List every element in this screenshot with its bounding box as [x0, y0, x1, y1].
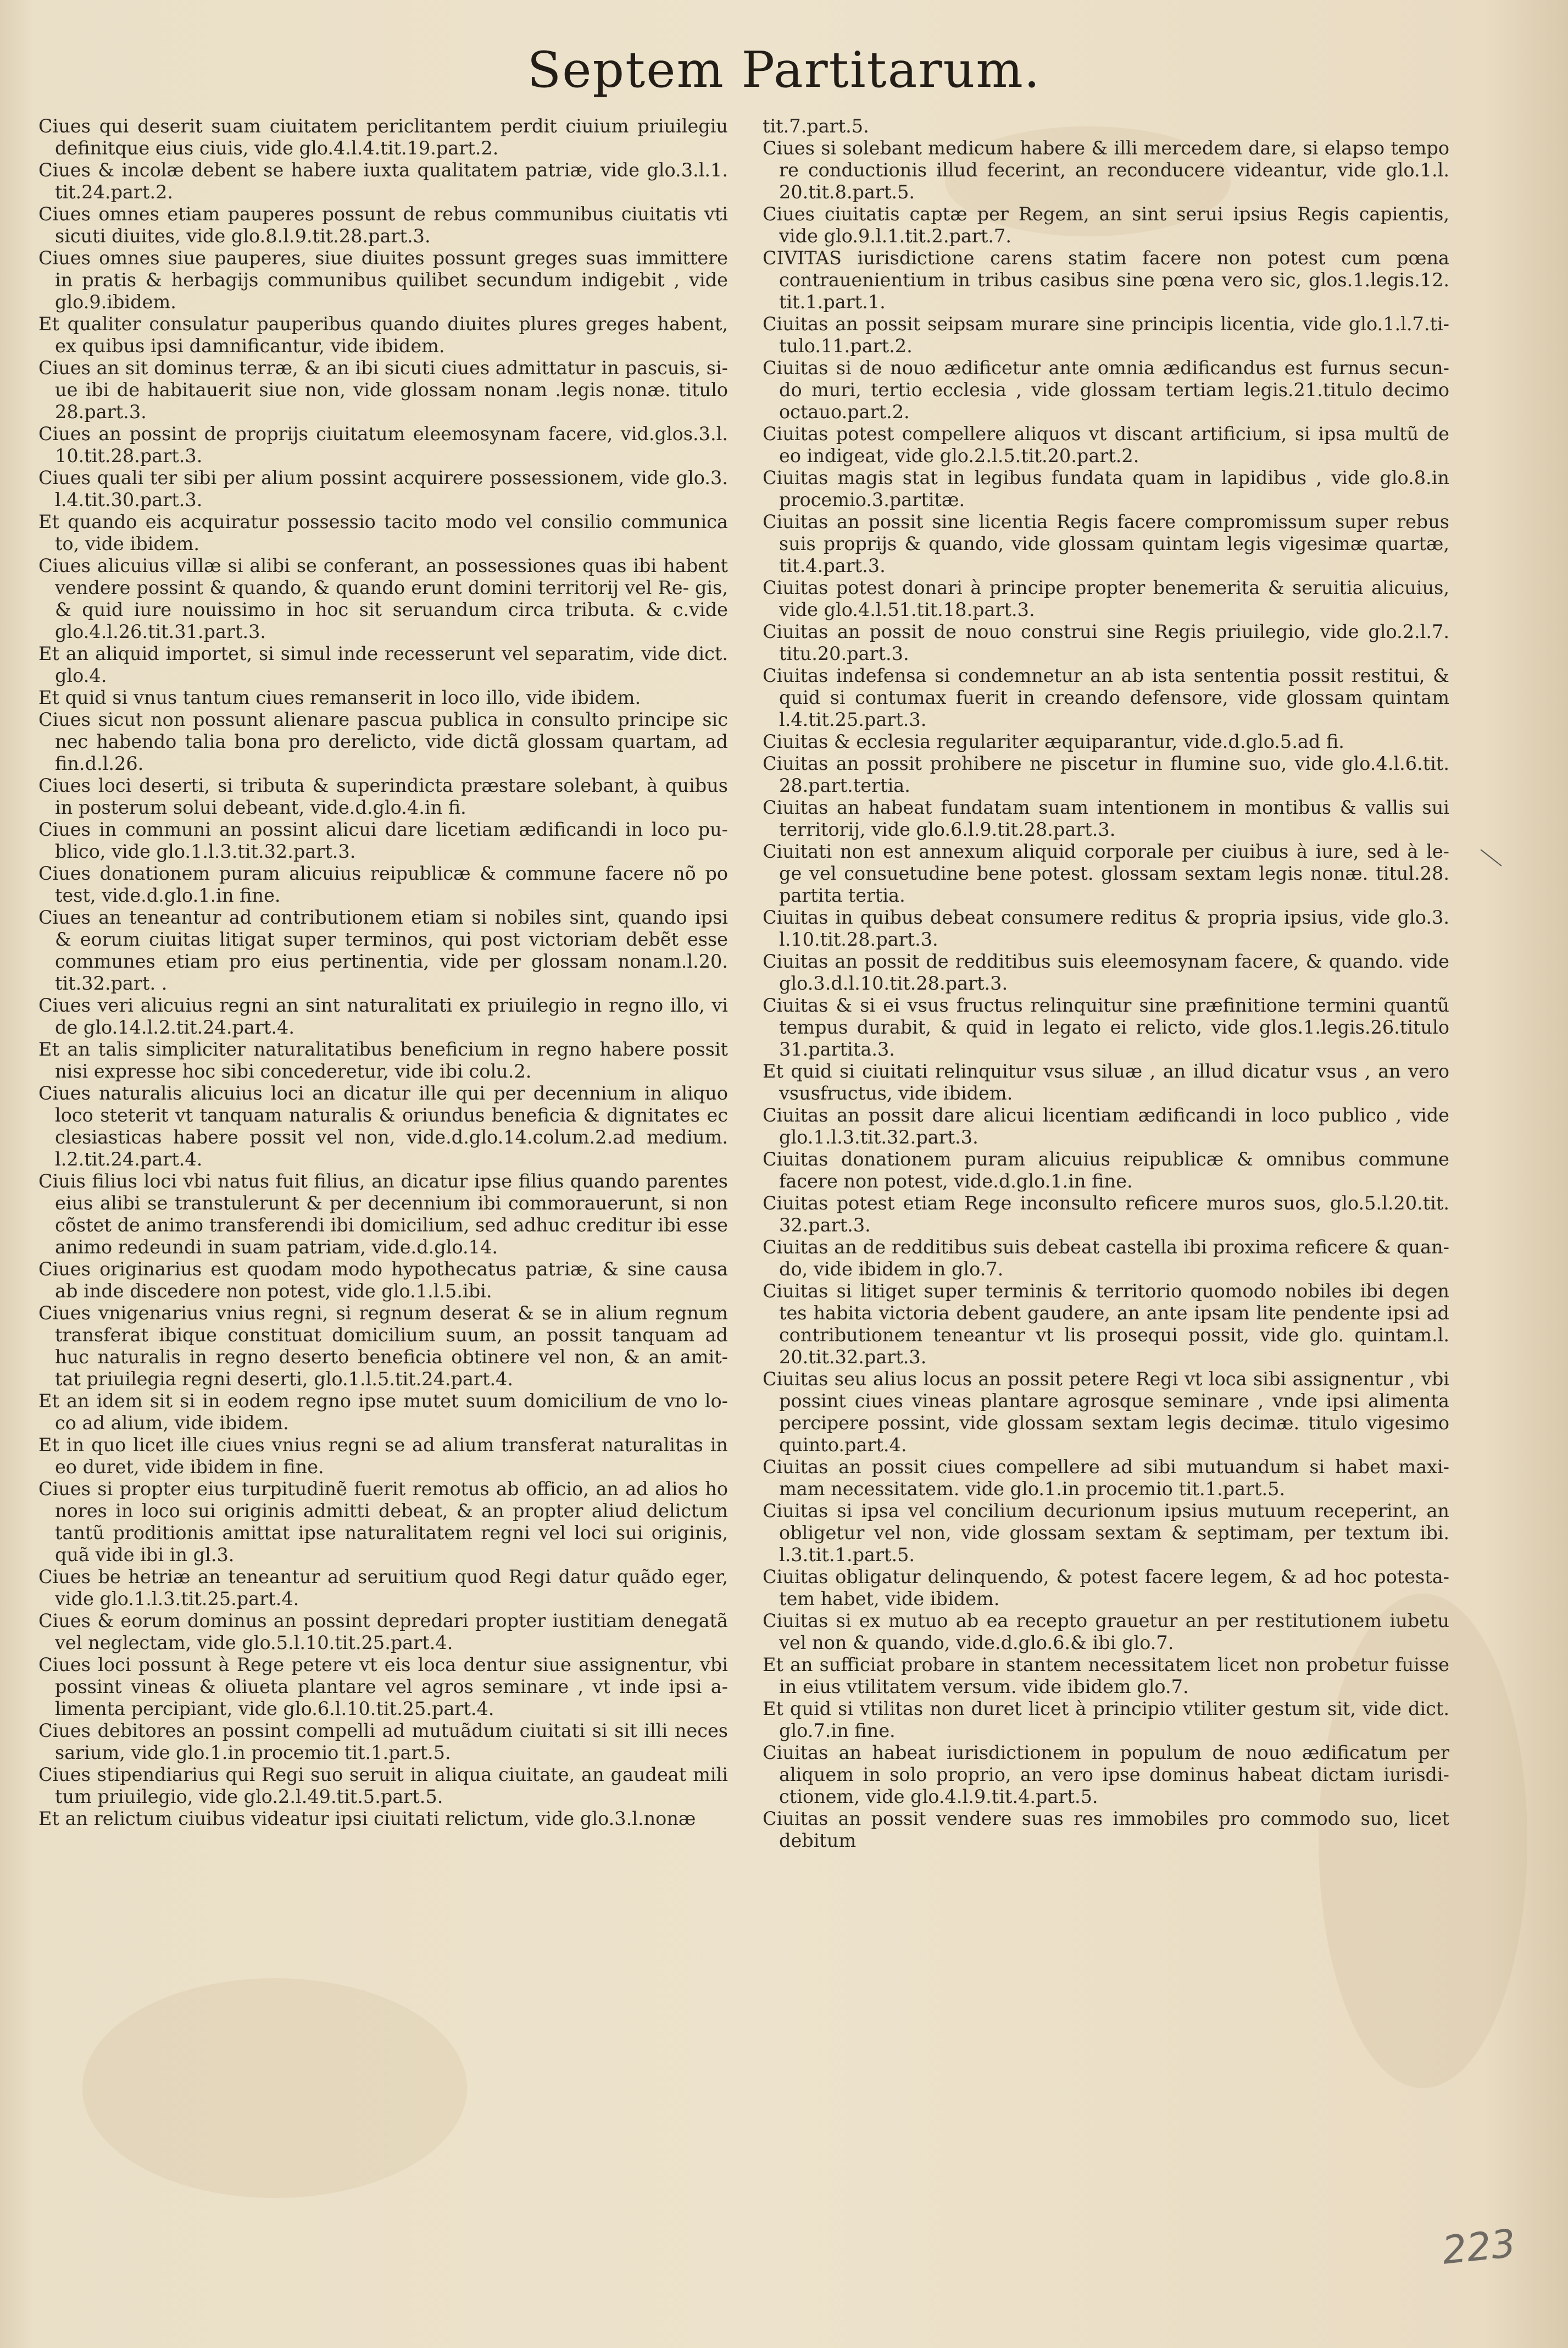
- index-entry: Ciuitas an possit de redditibus suis eleemosynam facere, & quando. vide glo.3.d.l.10.tit.28.part.3.: [763, 951, 1449, 994]
- index-entry: Et quid si vnus tantum ciues remanserit in loco illo, vide ibidem.: [38, 687, 641, 708]
- index-entry: Ciues qui deserit suam ciuitatem periclitantem perdit ciuium priuilegiu definitque eius ciuis, vide glo.4.l.4.tit.19.part.2.: [38, 115, 728, 159]
- index-entry: Ciues omnes etiam pauperes possunt de rebus communibus ciuitatis vti sicuti diuites, vide glo.8.l.9.tit.28.part.3.: [38, 203, 728, 247]
- index-entry: Ciues an possint de proprijs ciuitatum eleemosynam facere, vid.glos.3.l. 10.tit.28.part.3.: [38, 423, 728, 467]
- index-entry: Ciues sicut non possunt alienare pascua publica in consulto principe sic nec habendo talia bona pro derelicto, vide dictã glossam quartam, ad fin.d.l.26.: [38, 709, 728, 774]
- index-entry: Ciuitas an possit vendere suas res immobiles pro commodo suo, licet debitum: [763, 1808, 1449, 1851]
- index-entry: Ciuitas an habeat fundatam suam intentionem in montibus & vallis sui territorij, vide glo.6.l.9.tit.28.part.3.: [763, 797, 1449, 840]
- index-entry: Ciuitas si litiget super terminis & territorio quomodo nobiles ibi degen tes habita victoria debent gaudere, an ante ipsam lite pendente ipsi ad contributionem teneantur vt lis prosequi possit, vide glo. quintam.l. 20.tit.32.part.3.: [763, 1280, 1449, 1368]
- index-entry: Ciuitas potest donari à principe propter benemerita & seruitia alicuius, vide glo.4.l.51.tit.18.part.3.: [763, 577, 1449, 620]
- index-entry: Ciuitas in quibus debeat consumere reditus & propria ipsius, vide glo.3. l.10.tit.28.part.3.: [763, 907, 1449, 950]
- index-entry: Ciuitas magis stat in legibus fundata quam in lapidibus , vide glo.8.in procemio.3.partitæ.: [763, 467, 1449, 510]
- index-entry: Ciues omnes siue pauperes, siue diuites possunt greges suas immittere in pratis & herbagijs communibus quilibet secundum indigebit , vide glo.9.ibidem.: [38, 247, 728, 313]
- index-entry: Ciuitas & si ei vsus fructus relinquitur sine præfinitione termini quantũ tempus durabit, & quid in legato ei relicto, vide glos.1.legis.26.titulo 31.partita.3.: [763, 995, 1449, 1060]
- index-entry: Et an relictum ciuibus videatur ipsi ciuitati relictum, vide glo.3.l.nonæ: [38, 1808, 696, 1829]
- index-entry: Et qualiter consulatur pauperibus quando diuites plures greges habent, ex quibus ipsi damnificantur, vide ibidem.: [38, 313, 728, 357]
- index-entry: Ciues be hetriæ an teneantur ad seruitium quod Regi datur quãdo eger, vide glo.1.l.3.tit.25.part.4.: [38, 1566, 728, 1609]
- index-entry: Ciues ciuitatis captæ per Regem, an sint serui ipsius Regis capientis, vide glo.9.l.1.tit.2.part.7.: [763, 203, 1449, 247]
- index-entry: Ciues vnigenarius vnius regni, si regnum deserat & se in alium regnum transferat ibique constituat domicilium suum, an possit tanquam ad huc naturalis in regno deserto beneficia obtinere vel non, & an amit- tat priuilegia regni deserti, glo.1.l.5.tit.24.part.4.: [38, 1302, 728, 1390]
- index-entry: Et an idem sit si in eodem regno ipse mutet suum domicilium de vno lo- co ad alium, vide ibidem.: [38, 1390, 728, 1434]
- index-entry: Ciues quali ter sibi per alium possint acquirere possessionem, vide glo.3. l.4.tit.30.part.3.: [38, 467, 728, 510]
- index-entry: Et an sufficiat probare in stantem necessitatem licet non probetur fuisse in eius vtilitatem versum. vide ibidem glo.7.: [763, 1654, 1449, 1697]
- index-entry: Ciuitas an possit dare alicui licentiam ædificandi in loco publico , vide glo.1.l.3.tit.32.part.3.: [763, 1104, 1449, 1148]
- index-entry: Et an aliquid importet, si simul inde recesserunt vel separatim, vide dict. glo.4.: [38, 643, 728, 686]
- page-number: 223: [1440, 2221, 1518, 2273]
- index-entry: Ciuitas obligatur delinquendo, & potest facere legem, & ad hoc potesta- tem habet, vide ibidem.: [763, 1566, 1449, 1609]
- page-title: Septem Partitarum.: [527, 41, 1041, 99]
- index-entry: Et quid si vtilitas non duret licet à principio vtiliter gestum sit, vide dict. glo.7.in fine.: [763, 1698, 1449, 1741]
- index-entry: Ciuitas potest compellere aliquos vt discant artificium, si ipsa multũ de eo indigeat, vide glo.2.l.5.tit.20.part.2.: [763, 423, 1449, 467]
- index-entry: Ciues si solebant medicum habere & illi mercedem dare, si elapso tempo re conductionis illud fecerint, an reconducere videantur, vide glo.1.l. 20.tit.8.part.5.: [763, 137, 1449, 203]
- paper-stain: [82, 1978, 467, 2198]
- index-entry: Ciues an teneantur ad contributionem etiam si nobiles sint, quando ipsi & eorum ciuitas litigat super terminos, qui post victoriam debẽt esse communes etiam pro eius pertinentia, vide per glossam nonam.l.20. tit.32.part. .: [38, 907, 728, 994]
- index-entry: Ciuitas an de redditibus suis debeat castella ibi proxima reficere & quan- do, vide ibidem in glo.7.: [763, 1236, 1449, 1280]
- index-entry: Ciues & eorum dominus an possint depredari propter iustitiam denegatã vel neglectam, vide glo.5.l.10.tit.25.part.4.: [38, 1610, 728, 1653]
- index-entry: Ciues debitores an possint compelli ad mutuãdum ciuitati si sit illi neces sarium, vide glo.1.in procemio tit.1.part.5.: [38, 1720, 728, 1763]
- index-entry: Ciuitas si de nouo ædificetur ante omnia ædificandus est furnus secun- do muri, tertio ecclesia , vide glossam tertiam legis.21.titulo decimo octauo.part.2.: [763, 357, 1449, 423]
- index-entry: CIVITAS iurisdictione carens statim facere non potest cum pœna contrauenientium in tribus casibus sine pœna vero sic, glos.1.legis.12. tit.1.part.1.: [763, 247, 1449, 313]
- index-entry: Et quando eis acquiratur possessio tacito modo vel consilio communica to, vide ibidem.: [38, 511, 728, 554]
- index-entry: Ciuis filius loci vbi natus fuit filius, an dicatur ipse filius quando parentes eius alibi se transtulerunt & per decennium ibi commorauerunt, si non cõstet de animo transferendi ibi domicilium, sed adhuc creditur ibi esse animo redeundi in suam patriam, vide.d.glo.14.: [38, 1170, 728, 1258]
- index-entry: Ciuitas indefensa si condemnetur an ab ista sententia possit restitui, & quid si contumax fuerit in creando defensore, vide glossam quintam l.4.tit.25.part.3.: [763, 665, 1449, 730]
- index-entry: Ciuitas si ex mutuo ab ea recepto grauetur an per restitutionem iubetu vel non & quando, vide.d.glo.6.& ibi glo.7.: [763, 1610, 1449, 1653]
- index-entry: Ciuitas an possit ciues compellere ad sibi mutuandum si habet maxi- mam necessitatem. vide glo.1.in procemio tit.1.part.5.: [763, 1456, 1449, 1500]
- index-entry: Ciuitas an possit seipsam murare sine principis licentia, vide glo.1.l.7.ti- tulo.11.part.2.: [763, 313, 1449, 357]
- index-entry: Ciues naturalis alicuius loci an dicatur ille qui per decennium in aliquo loco steterit vt tanquam naturalis & oriundus beneficia & dignitates ec clesiasticas habere possit vel non, vide.d.glo.14.colum.2.ad medium. l.2.tit.24.part.4.: [38, 1083, 728, 1170]
- index-column-left: [38, 115, 728, 1830]
- index-entry: Ciues donationem puram alicuius reipublicæ & commune facere nõ po test, vide.d.glo.1.in fine.: [38, 863, 728, 906]
- index-entry: Ciues originarius est quodam modo hypothecatus patriæ, & sine causa ab inde discedere non potest, vide glo.1.l.5.ibi.: [38, 1258, 728, 1302]
- index-entry: Ciues si propter eius turpitudinẽ fuerit remotus ab officio, an ad alios ho nores in loco sui originis admitti debeat, & an propter aliud delictum tantũ proditionis amittat ipse naturalitatem regni vel loci sui originis, quã vide ibi in gl.3.: [38, 1478, 728, 1566]
- index-entry: Ciues stipendiarius qui Regi suo seruit in aliqua ciuitate, an gaudeat mili tum priuilegio, vide glo.2.l.49.tit.5.part.5.: [38, 1764, 728, 1807]
- index-entry: Ciuitas si ipsa vel concilium decurionum ipsius mutuum receperint, an obligetur vel non, vide glossam sextam & septimam, per textum ibi. l.3.tit.1.part.5.: [763, 1500, 1449, 1566]
- index-entry: Ciues in communi an possint alicui dare licetiam ædificandi in loco pu- blico, vide glo.1.l.3.tit.32.part.3.: [38, 819, 728, 862]
- index-entry: Ciues loci possunt à Rege petere vt eis loca dentur siue assignentur, vbi possint vineas & oliueta plantare vel agros seminare , vt inde ipsi a- limenta percipiant, vide glo.6.l.10.tit.25.part.4.: [38, 1654, 728, 1719]
- index-entry: Ciuitas an possit sine licentia Regis facere compromissum super rebus suis proprijs & quando, vide glossam quintam legis vigesimæ quartæ, tit.4.part.3.: [763, 511, 1449, 576]
- index-column-right: [763, 115, 1449, 1852]
- index-entry: Ciuitas seu alius locus an possit petere Regi vt loca sibi assignentur , vbi possint ciues vineas plantare agrosque seminare , vnde ipsi alimenta percipere possint, vide glossam sextam legis decimæ. titulo vigesimo quinto.part.4.: [763, 1368, 1449, 1456]
- index-entry: Ciues veri alicuius regni an sint naturalitati ex priuilegio in regno illo, vi de glo.14.l.2.tit.24.part.4.: [38, 995, 728, 1038]
- index-entry: Ciuitas an habeat iurisdictionem in populum de nouo ædificatum per aliquem in solo proprio, an vero ipse dominus habeat dictam iurisdi- ctionem, vide glo.4.l.9.tit.4.part.5.: [763, 1742, 1449, 1807]
- index-entry: Ciuitati non est annexum aliquid corporale per ciuibus à iure, sed à le- ge vel consuetudine bene potest. glossam sextam legis nonæ. titul.28. partita tertia.: [763, 841, 1449, 906]
- index-entry: Ciuitas an possit de nouo construi sine Regis priuilegio, vide glo.2.l.7. titu.20.part.3.: [763, 621, 1449, 664]
- index-entry: Et quid si ciuitati relinquitur vsus siluæ , an illud dicatur vsus , an vero vsusfructus, vide ibidem.: [763, 1061, 1449, 1104]
- index-entry: Ciues alicuius villæ si alibi se conferant, an possessiones quas ibi habent vendere possint & quando, & quando erunt domini territorij vel Re- gis, & quid iure nouissimo in hoc sit seruandum circa tributa. & c.vide glo.4.l.26.tit.31.part.3.: [38, 555, 728, 642]
- index-entry: Et an talis simpliciter naturalitatibus beneficium in regno habere possit nisi expresse hoc sibi concederetur, vide ibi colu.2.: [38, 1039, 728, 1082]
- index-entry: Ciuitas & ecclesia regulariter æquiparantur, vide.d.glo.5.ad fi.: [763, 731, 1344, 752]
- index-entry: Ciuitas donationem puram alicuius reipublicæ & omnibus commune facere non potest, vide.d.glo.1.in fine.: [763, 1148, 1449, 1192]
- index-entry: Ciuitas potest etiam Rege inconsulto reficere muros suos, glo.5.l.20.tit. 32.part.3.: [763, 1192, 1449, 1236]
- index-entry: tit.7.part.5.: [763, 115, 869, 137]
- index-entry: Et in quo licet ille ciues vnius regni se ad alium transferat naturalitas in eo duret, vide ibidem in fine.: [38, 1434, 728, 1478]
- index-entry: Ciues loci deserti, si tributa & superindicta præstare solebant, à quibus in posterum solui debeant, vide.d.glo.4.in fi.: [38, 775, 728, 818]
- index-entry: Ciues an sit dominus terræ, & an ibi sicuti ciues admittatur in pascuis, si- ue ibi de habitauerit siue non, vide glossam nonam .legis nonæ. titulo 28.part.3.: [38, 357, 728, 423]
- index-entry: Ciuitas an possit prohibere ne piscetur in flumine suo, vide glo.4.l.6.tit. 28.part.tertia.: [763, 753, 1449, 796]
- index-entry: Ciues & incolæ debent se habere iuxta qualitatem patriæ, vide glo.3.l.1. tit.24.part.2.: [38, 159, 728, 203]
